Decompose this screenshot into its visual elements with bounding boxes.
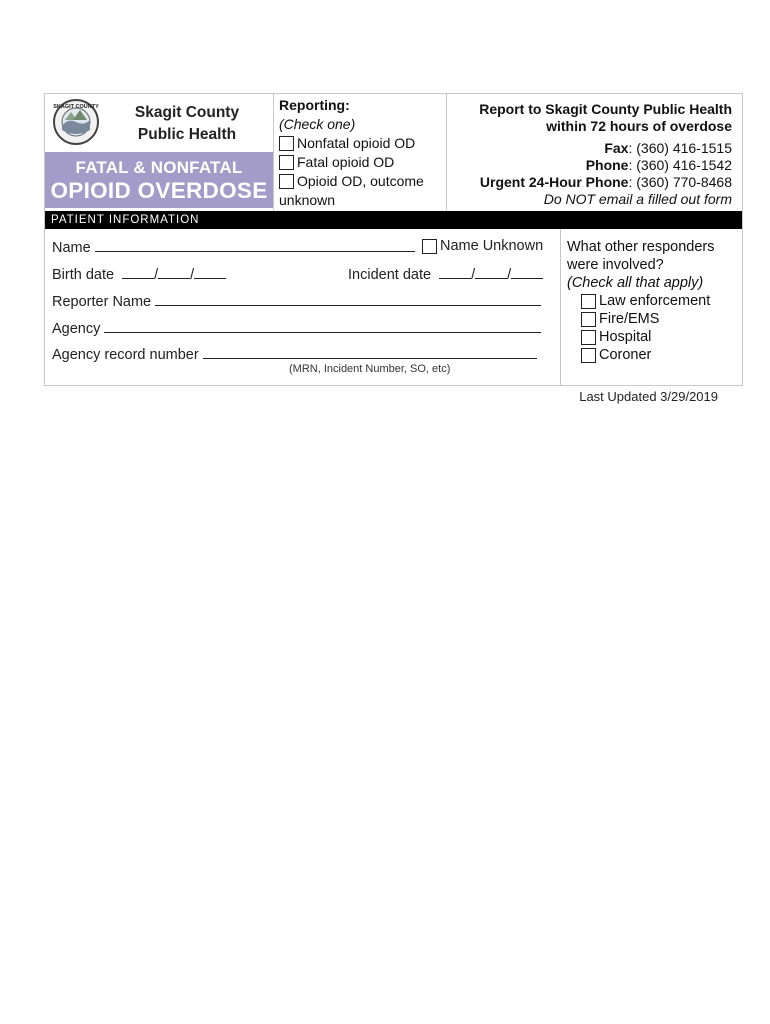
checkbox[interactable] (422, 239, 437, 254)
date-blank[interactable] (475, 265, 507, 279)
report-to-line1: Report to Skagit County Public Health (479, 101, 732, 117)
name-label: Name (52, 240, 91, 256)
incident-date-label: Incident date (348, 267, 432, 283)
incident-date-field[interactable]: Incident date / / (348, 265, 543, 283)
checkbox[interactable] (279, 174, 294, 189)
name-unknown-label: Name Unknown (440, 238, 544, 254)
logo-cell (45, 94, 273, 152)
urgent-label: Urgent 24-Hour Phone (479, 174, 629, 190)
reporting-option-unknown[interactable] (279, 172, 449, 191)
reporting-section (279, 96, 449, 210)
reporter-name-label: Reporter Name (52, 294, 152, 310)
name-input-line[interactable] (95, 238, 415, 252)
form-title-banner (45, 152, 273, 208)
reporting-option-fatal[interactable] (279, 153, 449, 172)
date-blank[interactable] (439, 265, 471, 279)
option-label: Fatal opioid OD (297, 154, 395, 170)
email-warning: Do NOT email a filled out form (543, 191, 732, 207)
responder-option-law-enforcement[interactable] (581, 292, 737, 310)
agency-record-field[interactable] (52, 345, 537, 363)
checkbox[interactable] (279, 155, 294, 170)
county-seal-icon (52, 98, 100, 146)
phone-value: : (360) 416-1542 (628, 157, 732, 173)
option-label: Coroner (599, 347, 652, 363)
reporting-subtitle: (Check one) (279, 116, 356, 132)
record-note: (MRN, Incident Number, SO, etc) (289, 363, 451, 375)
date-blank[interactable] (122, 265, 154, 279)
divider (273, 94, 274, 211)
section-header: PATIENT INFORMATION (45, 211, 742, 229)
last-updated: Last Updated 3/29/2019 (579, 389, 718, 404)
report-to-line2: within 72 hours of overdose (546, 118, 732, 134)
option-label: Nonfatal opioid OD (297, 135, 416, 151)
date-blank[interactable] (158, 265, 190, 279)
option-label: Law enforcement (599, 293, 711, 309)
org-name (117, 102, 257, 146)
urgent-phone-line (472, 174, 732, 191)
checkbox[interactable] (581, 312, 596, 327)
date-blank[interactable] (511, 265, 543, 279)
responder-option-coroner[interactable] (581, 346, 737, 364)
banner-line1: FATAL & NONFATAL (75, 158, 243, 177)
agency-record-label: Agency record number (52, 347, 199, 363)
birth-date-label: Birth date (52, 267, 115, 283)
org-name-line2: Public Health (137, 126, 237, 143)
record-input-line[interactable] (203, 345, 537, 359)
responders-question-line2: were involved? (567, 257, 664, 273)
responders-subtitle: (Check all that apply) (567, 275, 704, 291)
reporting-option-nonfatal[interactable] (279, 134, 449, 153)
phone-label: Phone (585, 157, 629, 173)
reporter-name-field[interactable] (52, 292, 541, 310)
reporter-input-line[interactable] (155, 292, 541, 306)
fax-value: : (360) 416-1515 (628, 140, 732, 156)
urgent-value: : (360) 770-8468 (628, 174, 732, 190)
option-continuation: unknown (279, 192, 336, 208)
divider (560, 229, 561, 386)
checkbox[interactable] (279, 136, 294, 151)
responder-option-fire-ems[interactable] (581, 310, 737, 328)
fax-line (472, 140, 732, 157)
overdose-report-form (44, 93, 743, 386)
agency-label: Agency (52, 321, 101, 337)
option-label: Opioid OD, outcome (297, 173, 424, 189)
checkbox[interactable] (581, 330, 596, 345)
agency-field[interactable] (52, 319, 541, 337)
banner-line2: OPIOID OVERDOSE (50, 178, 268, 203)
org-name-line1: Skagit County (134, 104, 240, 121)
reporting-title: Reporting: (279, 97, 350, 113)
svg-text:SKAGIT COUNTY: SKAGIT COUNTY (53, 104, 99, 110)
birth-date-field[interactable]: Birth date / / (52, 265, 226, 283)
name-unknown-option[interactable] (422, 238, 543, 254)
phone-line (472, 157, 732, 174)
report-to-section (472, 101, 732, 208)
fax-label: Fax (604, 140, 629, 156)
option-label: Hospital (599, 329, 652, 345)
agency-input-line[interactable] (104, 319, 541, 333)
checkbox[interactable] (581, 348, 596, 363)
checkbox[interactable] (581, 294, 596, 309)
name-field[interactable] (52, 238, 415, 256)
responders-question-line1: What other responders (567, 239, 715, 255)
responder-option-hospital[interactable] (581, 328, 737, 346)
responders-section (567, 238, 737, 364)
option-label: Fire/EMS (599, 311, 660, 327)
date-blank[interactable] (194, 265, 226, 279)
